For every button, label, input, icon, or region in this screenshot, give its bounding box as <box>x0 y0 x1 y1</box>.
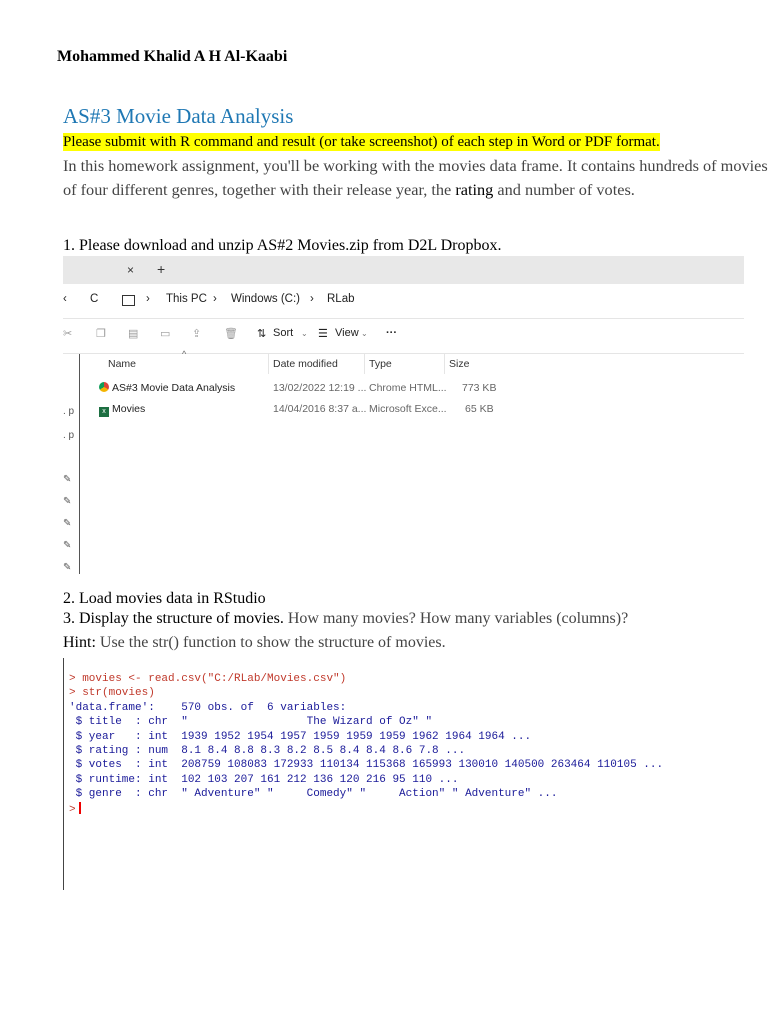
nav-pane-item[interactable]: . p <box>63 406 75 417</box>
column-header-date[interactable]: Date modified <box>273 358 338 370</box>
column-separator <box>268 354 269 374</box>
pin-icon: ✎ <box>63 518 72 529</box>
hint-text: Use the str() function to show the structure of movies. <box>95 634 446 651</box>
breadcrumb-this-pc[interactable]: This PC <box>166 293 207 305</box>
hint <box>63 634 446 652</box>
pin-icon: ✎ <box>63 474 72 485</box>
file-explorer-screenshot <box>63 256 744 576</box>
chevron-right-icon: › <box>213 293 217 305</box>
column-header-name[interactable]: Name <box>108 358 137 370</box>
pin-icon: ✎ <box>63 562 72 573</box>
hint-label: Hint: <box>63 634 96 651</box>
pin-icon: ✎ <box>63 496 72 507</box>
step-1: 1. Please download and unzip AS#2 Movies.zip from D2L Dropbox. <box>63 237 502 254</box>
file-name: AS#3 Movie Data Analysis <box>112 382 236 394</box>
rename-icon[interactable]: ▭ <box>160 328 171 340</box>
step-3-questions: How many movies? How many variables (columns)? <box>283 610 629 627</box>
step-2: 2. Load movies data in RStudio <box>63 590 266 607</box>
excel-icon: x <box>99 407 109 417</box>
step-3 <box>63 610 628 628</box>
console-left-border <box>63 658 64 890</box>
file-date: 13/02/2022 12:19 ... <box>273 382 367 394</box>
chrome-icon <box>99 382 109 392</box>
column-separator <box>444 354 445 374</box>
chevron-right-icon: › <box>146 293 150 305</box>
nav-pane-item[interactable]: . p <box>63 430 75 441</box>
document-title: AS#3 Movie Data Analysis <box>63 104 294 128</box>
file-type: Chrome HTML... <box>369 382 447 394</box>
tab-bar <box>63 256 744 284</box>
delete-icon[interactable]: 🗑 <box>224 328 238 340</box>
file-size: 65 KB <box>465 403 494 415</box>
view-button[interactable]: View <box>335 327 359 339</box>
console-line: 'data.frame': 570 obs. of 6 variables: <box>69 701 347 714</box>
file-name: Movies <box>112 403 146 415</box>
divider <box>63 353 744 354</box>
file-type: Microsoft Exce... <box>369 403 447 415</box>
monitor-icon <box>122 295 135 306</box>
file-size: 773 KB <box>462 382 497 394</box>
console-line: $ runtime: int 102 103 207 161 212 136 120 216 95 110 ... <box>69 773 459 786</box>
back-icon[interactable]: ‹ <box>63 293 67 305</box>
cut-icon[interactable]: ✂ <box>63 328 73 340</box>
chevron-right-icon: › <box>310 293 314 305</box>
paste-icon[interactable]: ▤ <box>128 328 139 340</box>
text-cursor <box>79 802 81 814</box>
console-line: $ title : chr " The Wizard of Oz" " <box>69 716 433 729</box>
author-name: Mohammed Khalid A H Al-Kaabi <box>57 48 288 65</box>
column-header-size[interactable]: Size <box>449 358 470 370</box>
chevron-down-icon: ⌄ <box>301 329 308 338</box>
intro-rating: rating <box>455 180 494 199</box>
console-line: $ genre : chr " Adventure" " Comedy" " Action" " Adventure" ... <box>69 788 558 801</box>
refresh-icon[interactable]: C <box>90 293 99 305</box>
r-console-screenshot <box>63 658 743 890</box>
breadcrumb-rlab[interactable]: RLab <box>327 293 355 305</box>
column-separator <box>364 354 365 374</box>
console-command: > movies <- read.csv("C:/RLab/Movies.csv") <box>69 673 347 685</box>
share-icon[interactable]: ⇪ <box>192 328 202 340</box>
address-bar <box>63 284 744 318</box>
console-output <box>69 672 663 817</box>
intro-text-end: and number of votes. <box>493 180 635 199</box>
view-icon: ☰ <box>318 328 328 340</box>
sort-caret-icon: ^ <box>182 349 187 359</box>
step-3-lead: 3. Display the structure of movies. <box>63 610 284 627</box>
new-tab-icon[interactable]: + <box>157 261 166 277</box>
pane-divider <box>79 354 80 574</box>
file-date: 14/04/2016 8:37 a... <box>273 403 367 415</box>
breadcrumb-windows-c[interactable]: Windows (C:) <box>231 293 301 305</box>
console-command: > str(movies) <box>69 687 155 700</box>
close-tab-icon[interactable]: × <box>127 263 135 277</box>
console-line: $ rating : num 8.1 8.4 8.8 8.3 8.2 8.5 8.4 8.4 8.6 7.8 ... <box>69 745 466 758</box>
column-header-type[interactable]: Type <box>369 358 392 370</box>
file-row-name[interactable] <box>99 382 235 394</box>
chevron-down-icon: ⌄ <box>361 329 368 338</box>
copy-icon[interactable]: ❐ <box>96 328 106 340</box>
more-options-button[interactable]: ··· <box>386 327 397 339</box>
command-toolbar <box>63 318 744 349</box>
pin-icon: ✎ <box>63 540 72 551</box>
sort-button[interactable]: Sort <box>273 327 294 339</box>
console-line: $ year : int 1939 1952 1954 1957 1959 1959 1959 1962 1964 1964 ... <box>69 730 532 743</box>
submission-instructions: Please submit with R command and result (or take screenshot) of each step in Word or PDF format. <box>63 134 660 150</box>
intro-text: In this homework assignment, you'll be working with the movies data frame. It contains hundreds of movies of four different genres, together with their release year, the <box>63 156 768 199</box>
file-row-name[interactable] <box>99 403 145 417</box>
intro-paragraph <box>63 154 768 202</box>
sort-icon: ⇅ <box>257 328 267 340</box>
console-line: $ votes : int 208759 108083 172933 110134 115368 165993 130010 140500 263464 110105 ... <box>69 759 664 772</box>
console-prompt[interactable]: > <box>69 803 76 816</box>
